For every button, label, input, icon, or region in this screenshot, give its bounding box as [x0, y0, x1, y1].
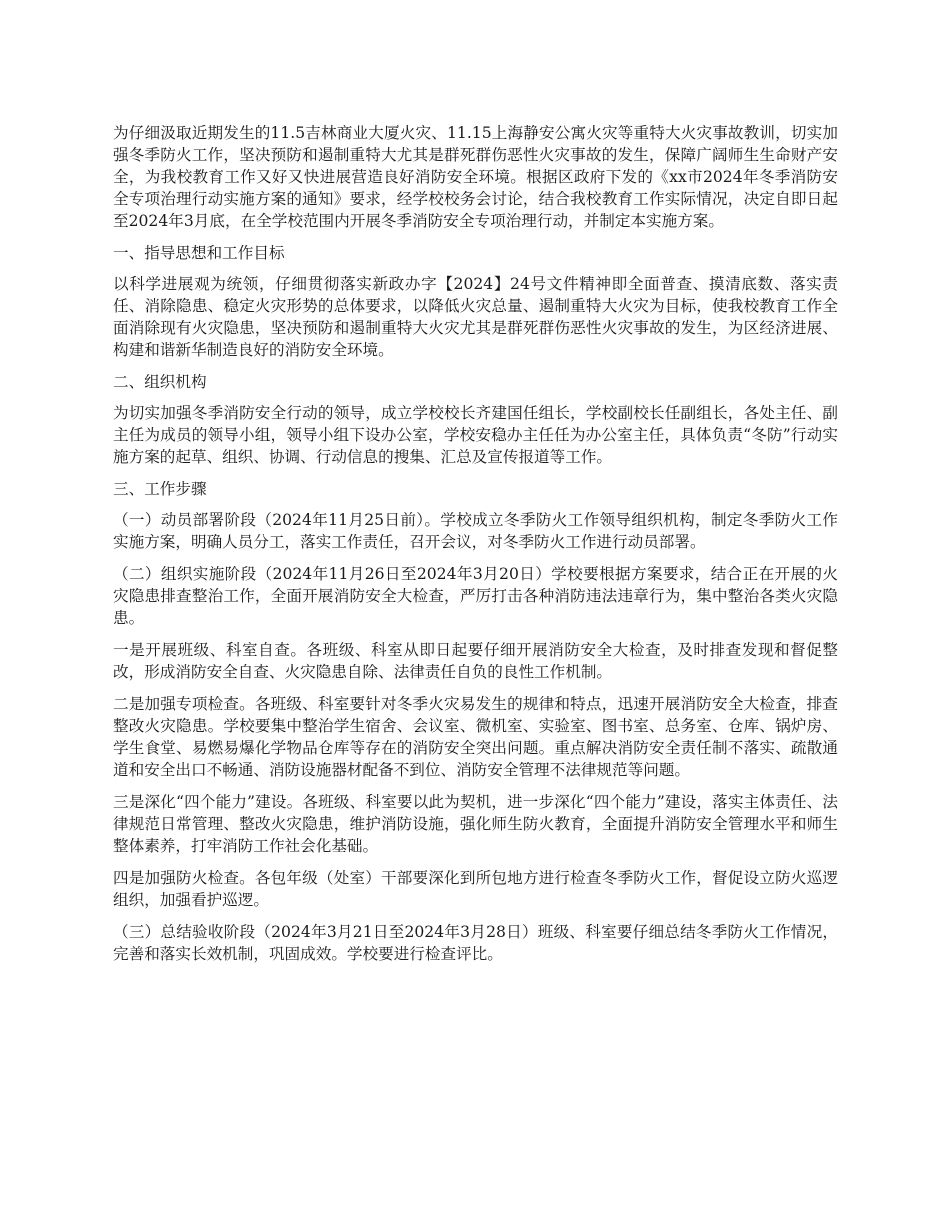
step-implementation-paragraph: （二）组织实施阶段（2024年11月26日至2024年3月20日）学校要根据方案要求，结合正在开展的火灾隐患排查整治工作，全面开展消防安全大检查，严厉打击各种消防违法违章行为，集中整治各类火灾隐患。 [113, 565, 838, 627]
intro-paragraph: 为仔细汲取近期发生的11.5吉林商业大厦火灾、11.15上海静安公寓火灾等重特大火灾事故教训，切实加强冬季防火工作，坚决预防和遏制重特大尤其是群死群伤恶性火灾事故的发生，保障广阔师生生命财产安全，为我校教育工作又好又快进展营造良好消防安全环境。根据区政府下发的《xx市2024年冬季消防安全专项治理行动实施方案的通知》要求，经学校校务会讨论，结合我校教育工作实际情况，决定自即日起至2024年3月底，在全学校范围内开展冬季消防安全专项治理行动，并制定本实施方案。 [113, 124, 838, 230]
section-heading-organization: 二、组织机构 [113, 373, 207, 391]
step-mobilization-paragraph: （一）动员部署阶段（2024年11月25日前）。学校成立冬季防火工作领导组织机构，制定冬季防火工作实施方案，明确人员分工，落实工作责任，召开会议，对冬季防火工作进行动员部署。 [113, 511, 838, 551]
guiding-ideas-paragraph: 以科学进展观为统领，仔细贯彻落实新政办字【2024】24号文件精神即全面普查、摸清底数、落实责任、消除隐患、稳定火灾形势的总体要求，以降低火灾总量、遏制重特大火灾为目标，使我校教育工作全面消除现有火灾隐患，坚决预防和遏制重特大火灾尤其是群死群伤恶性火灾事故的发生，为区经济进展、构建和谐新华制造良好的消防安全环境。 [113, 275, 838, 359]
four-abilities-paragraph: 三是深化“四个能力”建设。各班级、科室要以此为契机，进一步深化“四个能力”建设，落实主体责任、法律规范日常管理、整改火灾隐患，维护消防设施，强化师生防火教育，全面提升消防安全管理水平和师生整体素养，打牢消防工作社会化基础。 [113, 793, 838, 855]
self-inspection-paragraph: 一是开展班级、科室自查。各班级、科室从即日起要仔细开展消防安全大检查，及时排查发现和督促整改，形成消防安全自查、火灾隐患自除、法律责任自负的良性工作机制。 [113, 641, 838, 681]
section-heading-work-steps: 三、工作步骤 [113, 480, 207, 498]
organization-paragraph: 为切实加强冬季消防安全行动的领导，成立学校校长齐建国任组长，学校副校长任副组长，各处主任、副主任为成员的领导小组，领导小组下设办公室，学校安稳办主任任为办公室主任，具体负责“冬防”行动实施方案的起草、组织、协调、行动信息的搜集、汇总及宣传报道等工作。 [113, 404, 838, 466]
document-body [113, 122, 838, 975]
step-summary-paragraph: （三）总结验收阶段（2024年3月21日至2024年3月28日）班级、科室要仔细总结冬季防火工作情况，完善和落实长效机制，巩固成效。学校要进行检查评比。 [113, 923, 838, 963]
fire-inspection-paragraph: 四是加强防火检查。各包年级（处室）干部要深化到所包地方进行检查冬季防火工作，督促设立防火巡逻组织，加强看护巡逻。 [113, 869, 838, 909]
section-heading-guiding-ideas: 一、指导思想和工作目标 [113, 244, 285, 262]
special-inspection-paragraph: 二是加强专项检查。各班级、科室要针对冬季火灾易发生的规律和特点，迅速开展消防安全大检查，排查整改火灾隐患。学校要集中整治学生宿舍、会议室、微机室、实验室、图书室、总务室、仓库、锅炉房、学生食堂、易燃易爆化学物品仓库等存在的消防安全突出问题。重点解决消防安全责任制不落实、疏散通道和安全出口不畅通、消防设施器材配备不到位、消防安全管理不法律规范等问题。 [113, 695, 838, 779]
